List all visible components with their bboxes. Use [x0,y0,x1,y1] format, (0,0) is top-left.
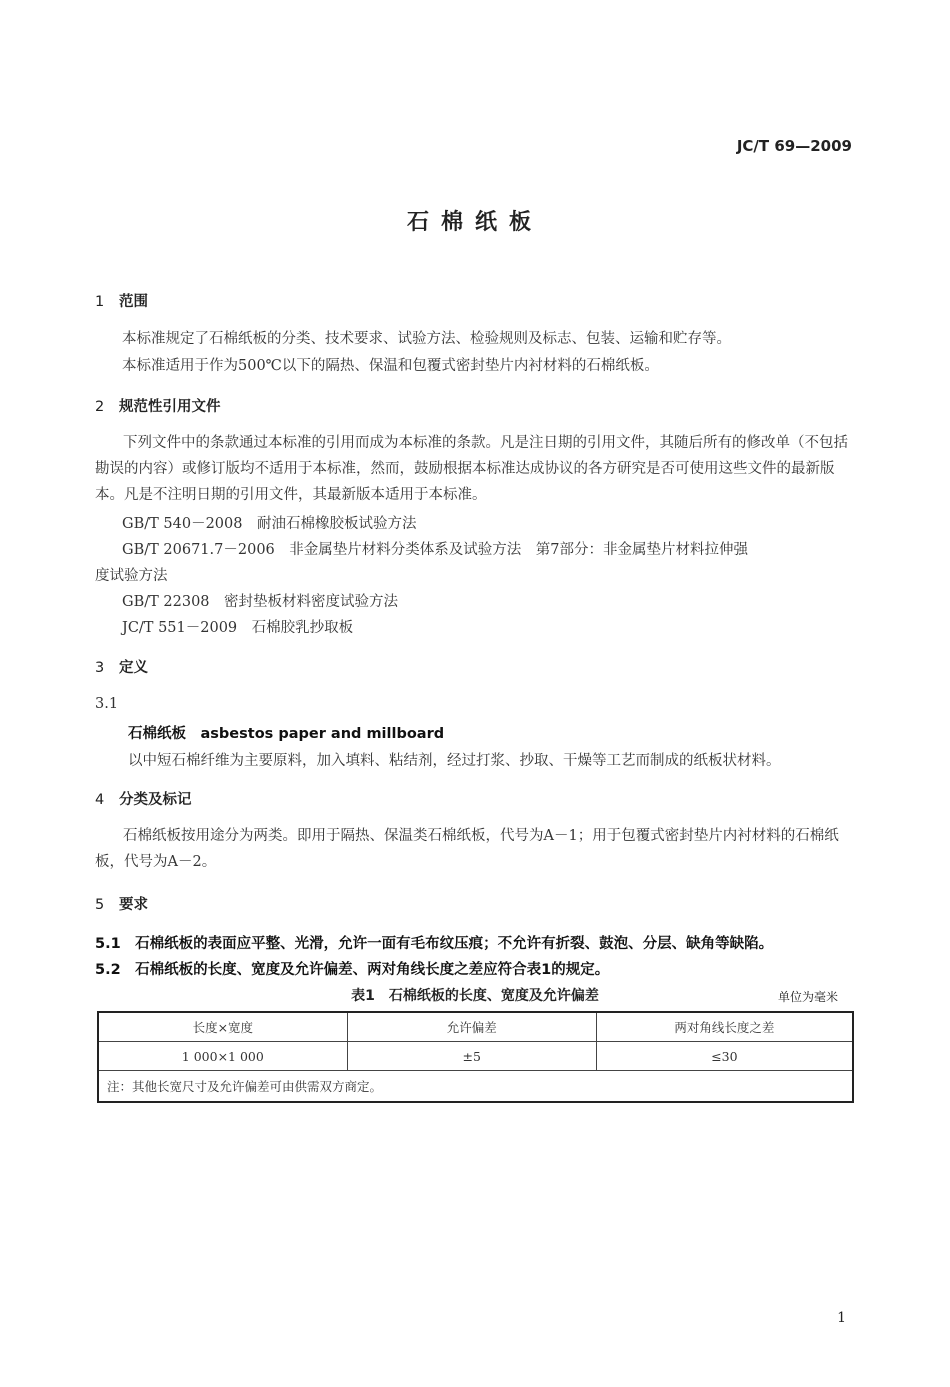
reference-gb-t-22308: GB/T 22308 密封垫板材料密度试验方法 [122,594,399,610]
reference-gb-t-540: GB/T 540－2008 耐油石棉橡胶板试验方法 [122,516,417,532]
document-title: 石棉纸板 [406,210,543,235]
reference-jc-t-551: JC/T 551－2009 石棉胶乳抄取板 [122,620,354,636]
standard-code: JC/T 69—2009 [736,137,852,155]
reference-gb-t-20671-7-cont: 度试验方法 [95,568,168,584]
section-title: 范围 [119,294,148,310]
scope-paragraph-1: 本标准规定了石棉纸板的分类、技术要求、试验方法、检验规则及标志、包装、运输和贮存等。 [122,331,731,347]
scope-paragraph-2: 本标准适用于作为500℃以下的隔热、保温和包覆式密封垫片内衬材料的石棉纸板。 [122,358,659,374]
section-3-heading [95,656,148,677]
section-5-heading [95,893,148,914]
reference-gb-t-20671-7: GB/T 20671.7－2006 非金属垫片材料分类体系及试验方法 第7部分：非金属垫片材料拉伸强 [122,542,748,558]
section-title: 定义 [119,660,148,676]
section-title: 分类及标记 [119,792,192,808]
table-cell: ≤30 [596,1042,853,1071]
table-caption: 表1 石棉纸板的长度、宽度及允许偏差 [351,988,599,1004]
table-note-row [98,1071,853,1103]
page-number: 1 [837,1310,846,1326]
header-cell: 两对角线长度之差 [596,1012,853,1042]
table-cell: ±5 [347,1042,596,1071]
requirement-5-1: 5.1 石棉纸板的表面应平整、光滑，允许一面有毛布纹压痕；不允许有折裂、鼓泡、分层、缺角等缺陷。 [95,936,774,952]
table-header-row [98,1012,853,1042]
term-heading: 石棉纸板 asbestos paper and millboard [128,726,445,742]
table-note: 注：其他长宽尺寸及允许偏差可由供需双方商定。 [98,1071,853,1103]
section-title: 规范性引用文件 [119,399,221,415]
header-cell: 允许偏差 [347,1012,596,1042]
dimension-table [97,1011,854,1103]
term-definition: 以中短石棉纤维为主要原料，加入填料、粘结剂，经过打浆、抄取、干燥等工艺而制成的纸板状材料。 [128,753,781,769]
section-number: 5 [95,897,105,913]
section-4-heading [95,788,192,809]
requirement-5-2: 5.2 石棉纸板的长度、宽度及允许偏差、两对角线长度之差应符合表1的规定。 [95,962,610,978]
section-number: 3 [95,660,105,676]
section-number: 1 [95,294,105,310]
section-number: 2 [95,399,105,415]
classification-paragraph: 石棉纸板按用途分为两类。即用于隔热、保温类石棉纸板，代号为A－1；用于包覆式密封垫片内衬材料的石棉纸板，代号为A－2。 [95,828,839,870]
table-unit: 单位为毫米 [777,990,838,1004]
subsection-number: 3.1 [95,696,119,712]
table-cell: 1 000×1 000 [98,1042,347,1071]
section-2-heading [95,395,221,416]
header-cell: 长度×宽度 [98,1012,347,1042]
normative-references-paragraph: 下列文件中的条款通过本标准的引用而成为本标准的条款。凡是注日期的引用文件，其随后所有的修改单（不包括勘误的内容）或修订版均不适用于本标准，然而，鼓励根据本标准达成协议的各方研究是否可使用这些文件的最新版本。凡是不注明日期的引用文件，其最新版本适用于本标准。 [95,435,848,503]
section-1-heading [95,290,148,311]
section-title: 要求 [119,897,148,913]
section-number: 4 [95,792,105,808]
table-row [98,1042,853,1071]
